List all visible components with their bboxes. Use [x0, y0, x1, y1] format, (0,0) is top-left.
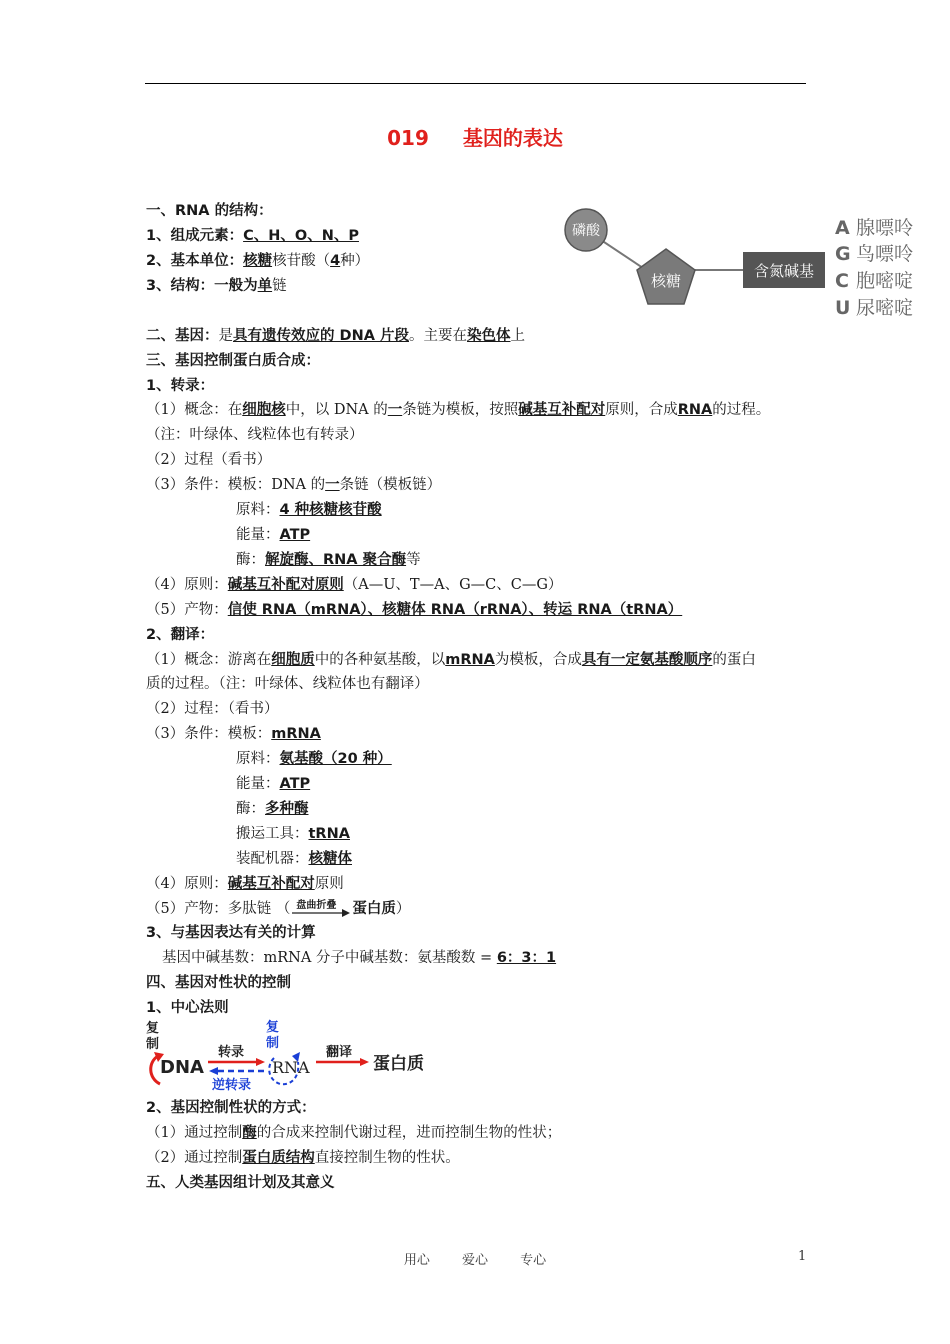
base-name-c: 胞嘧啶 [856, 270, 914, 292]
translation-heading: 2、翻译： [146, 627, 215, 643]
transcription-concept: （1）概念：在细胞核中，以 DNA 的一条链为模板，按照碱基互补配对原则，合成RNA的过程。 [146, 402, 771, 418]
phosphate-label: 磷酸 [572, 223, 600, 239]
transcription-process: （2）过程（看书） [146, 452, 272, 468]
translation-assembler: 装配机器：核糖体 [236, 851, 352, 867]
rna-replicate-char1: 复 [266, 1020, 280, 1035]
rna-replicate-char2: 制 [266, 1036, 280, 1051]
translation-raw: 原料：氨基酸（20 种） [236, 751, 392, 767]
base-letter-u: U [835, 297, 851, 319]
calc-ratio: 基因中碱基数：mRNA 分子中碱基数：氨基酸数 = 6：3：1 [162, 950, 557, 966]
translation-carrier: 搬运工具：tRNA [236, 826, 350, 842]
translation-process: （2）过程：（看书） [146, 701, 279, 717]
section-1-heading: 一、RNA 的结构： [146, 203, 273, 219]
rna-structure: 3、结构：一般为单链 [146, 278, 287, 294]
folding-arrow-icon [290, 899, 352, 919]
transcription-product: （5）产物：信使 RNA（mRNA）、核糖体 RNA（rRNA）、转运 RNA（tRNA） [146, 602, 683, 618]
gene-control-way-1: （1）通过控制酶的合成来控制代谢过程，进而控制生物的性状； [146, 1125, 562, 1141]
transcription-template: （3）条件：模板：DNA 的一条链（模板链） [146, 477, 442, 493]
page-footer [0, 1249, 950, 1268]
header-rule [145, 83, 806, 84]
footer-word-2: 爱心 [461, 1253, 488, 1268]
translation-concept-cont: 质的过程。（注：叶绿体、线粒体也有翻译） [146, 676, 429, 692]
section-5-heading: 五、人类基因组计划及其意义 [146, 1175, 335, 1191]
section-3-heading: 三、基因控制蛋白质合成： [146, 353, 320, 369]
page-number: 1 [798, 1249, 807, 1264]
translation-rule: （4）原则：碱基互补配对原则 [146, 876, 344, 892]
reverse-arrowhead [209, 1067, 218, 1075]
rna-label: RNA [272, 1058, 310, 1077]
translation-product: （5）产物：多肽链 （ 盘曲折叠 蛋白质） [146, 899, 410, 919]
central-dogma-heading: 1、中心法则 [146, 1000, 229, 1016]
calc-heading: 3、与基因表达有关的计算 [146, 925, 316, 941]
translation-template: （3）条件：模板：mRNA [146, 726, 321, 742]
base-label: 含氮碱基 [753, 262, 815, 280]
nucleotide-diagram [560, 200, 930, 330]
section-4-heading: 四、基因对性状的控制 [146, 975, 291, 991]
translation-enzyme: 酶：多种酶 [236, 801, 309, 817]
base-name-a: 腺嘌呤 [856, 217, 914, 239]
translation-concept: （1）概念：游离在细胞质中的各种氨基酸，以mRNA为模板，合成具有一定氨基酸顺序的蛋白 [146, 652, 756, 668]
sugar-label: 核糖 [650, 272, 682, 290]
base-name-g: 鸟嘌呤 [856, 243, 914, 265]
folding-label: 盘曲折叠 [296, 900, 337, 911]
rna-unit: 2、基本单位：核糖核苷酸（4种） [146, 253, 370, 269]
section-2-gene: 二、基因：是具有遗传效应的 DNA 片段。主要在染色体上 [146, 328, 525, 344]
translation-label: 翻译 [326, 1045, 353, 1060]
page-title [0, 122, 950, 151]
dna-replicate-char1: 复 [146, 1021, 160, 1036]
transcription-rule: （4）原则：碱基互补配对原则（A—U、T—A、G—C、C—G） [146, 577, 563, 593]
footer-word-3: 专心 [520, 1253, 547, 1268]
transcription-heading: 1、转录： [146, 378, 215, 394]
translation-energy: 能量：ATP [236, 776, 311, 792]
folding-arrow [290, 899, 352, 919]
rna-elements: 1、组成元素：C、H、O、N、P [146, 228, 359, 244]
dna-label: DNA [160, 1057, 204, 1078]
footer-word-1: 用心 [403, 1253, 430, 1268]
gene-control-heading: 2、基因控制性状的方式： [146, 1100, 316, 1116]
transcription-enzyme: 酶：解旋酶、RNA 聚合酶等 [236, 552, 421, 568]
transcription-arrowhead [256, 1058, 265, 1066]
transcription-raw: 原料：4 种核糖核苷酸 [236, 502, 382, 518]
transcription-label: 转录 [218, 1045, 245, 1060]
protein-label: 蛋白质 [373, 1054, 424, 1074]
base-name-u: 尿嘧啶 [856, 297, 914, 319]
title-text: 基因的表达 [462, 126, 563, 150]
transcription-note: （注：叶绿体、线粒体也有转录） [146, 427, 364, 443]
reverse-label: 逆转录 [212, 1078, 252, 1093]
base-letter-g: G [835, 243, 851, 265]
base-letter-a: A [835, 217, 850, 239]
translation-arrowhead [360, 1058, 369, 1066]
dna-replicate-char2: 制 [146, 1037, 160, 1052]
title-number: 019 [387, 126, 429, 150]
transcription-energy: 能量：ATP [236, 527, 311, 543]
gene-control-way-2: （2）通过控制蛋白质结构直接控制生物的性状。 [146, 1150, 460, 1166]
central-dogma-diagram [140, 1018, 440, 1096]
base-letter-c: C [835, 270, 849, 292]
